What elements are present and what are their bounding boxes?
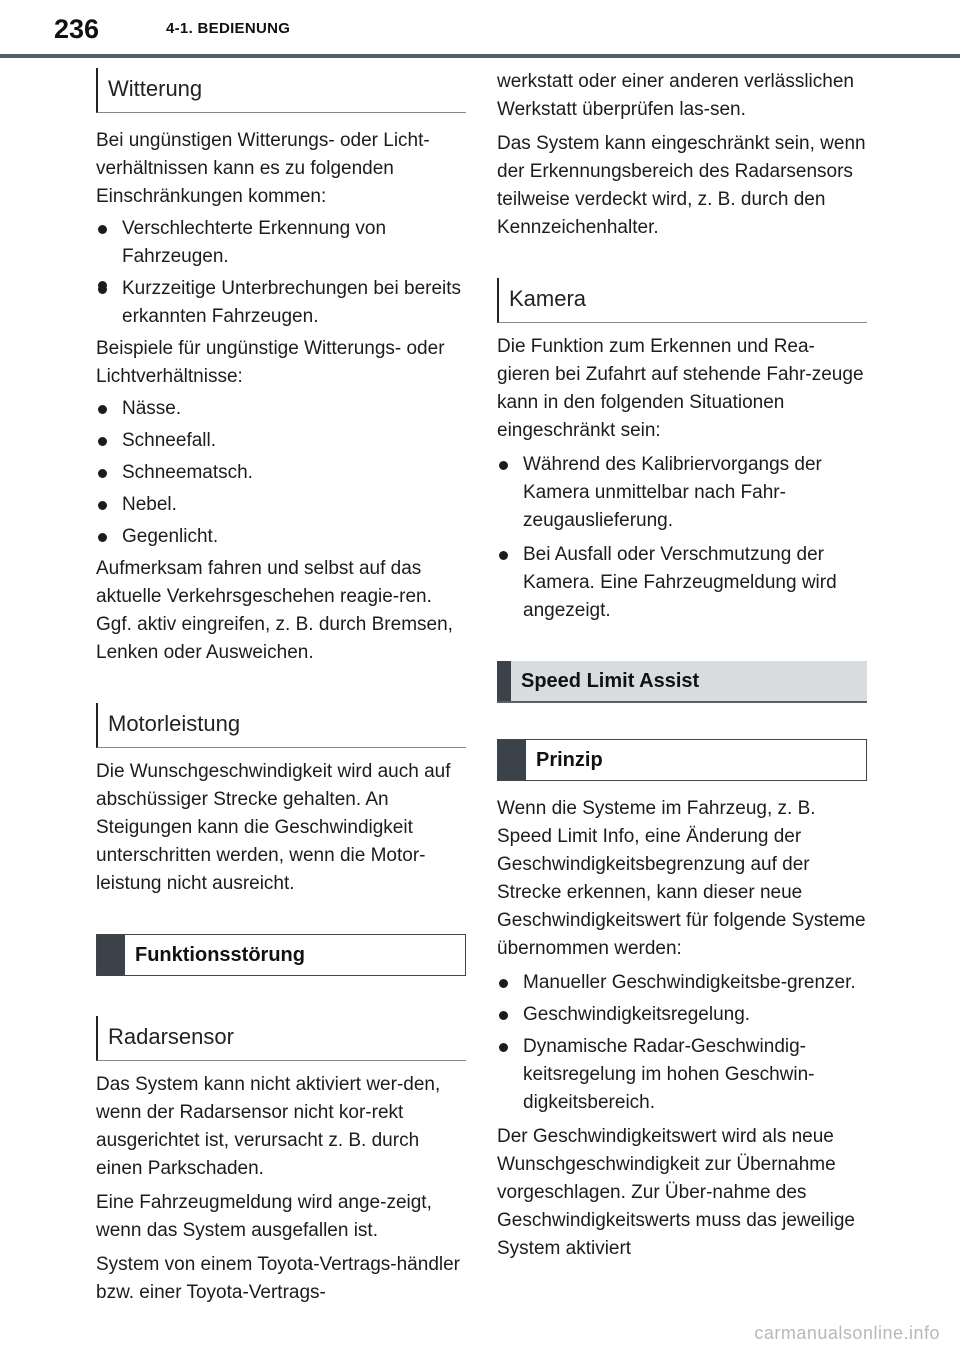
heading-bar xyxy=(498,740,526,780)
list-item: Verschlechterte Erkennung von Fahrzeugen. xyxy=(96,215,466,271)
heading-bar xyxy=(97,935,125,975)
list-item: Schneefall. xyxy=(96,427,466,455)
list-item: Gegenlicht. xyxy=(96,523,466,551)
section-heading-prinzip xyxy=(497,739,867,781)
heading-text: Prinzip xyxy=(536,748,603,771)
motorleistung-text: Die Wunschgeschwindigkeit wird auch auf abschüssiger Strecke gehalten. An Steigungen kann die Geschwindigkeit unterschritten werden, wenn die Motor-leistung nicht ausreicht. xyxy=(96,761,451,894)
witterung-bullets xyxy=(96,215,466,331)
radar-p3: System von einem Toyota-Vertrags-händler bzw. einer Toyota-Vertrags- xyxy=(96,1254,460,1303)
right-column xyxy=(497,68,867,1263)
list-item: Nebel. xyxy=(96,491,466,519)
header-rule xyxy=(0,54,960,58)
heading-text: Speed Limit Assist xyxy=(521,669,700,692)
prinzip-bullets xyxy=(497,969,867,1117)
list-item: Schneematsch. xyxy=(96,459,466,487)
radar-p2: Eine Fahrzeugmeldung wird ange-zeigt, wenn das System ausgefallen ist. xyxy=(96,1192,432,1241)
subheading-radarsensor: Radarsensor xyxy=(96,1016,466,1061)
page-number: 236 xyxy=(54,14,100,44)
subheading-kamera: Kamera xyxy=(497,278,867,323)
examples-intro: Beispiele für ungünstige Witterungs- oder Lichtverhältnisse: xyxy=(96,338,445,387)
watermark: carmanualsonline.info xyxy=(754,1323,940,1343)
list-item: Nässe. xyxy=(96,395,466,423)
kamera-intro: Die Funktion zum Erkennen und Rea-gieren bei Zufahrt auf stehende Fahr-zeuge kann in den folgenden Situationen eingeschränkt sein: xyxy=(497,336,864,441)
prinzip-outro: Der Geschwindigkeitswert wird als neue Wunschgeschwindigkeit zur Übernahme vorgeschlagen. Zur Über-nahme des Geschwindigkeitswerts muss das jeweilige System aktiviert xyxy=(497,1126,855,1259)
list-item: Manueller Geschwindigkeitsbe-grenzer. xyxy=(497,969,867,997)
witterung-intro: Bei ungünstigen Witterungs- oder Licht-verhältnissen kann es zu folgenden Einschränkungen kommen: xyxy=(96,130,430,207)
radar-cont-p2: Das System kann eingeschränkt sein, wenn der Erkennungsbereich des Radarsensors teilweise verdeckt wird, z. B. durch den Kennzeichenhalter. xyxy=(497,133,866,238)
heading-bar xyxy=(497,661,511,701)
kamera-bullets xyxy=(497,451,867,625)
list-item: Bei Ausfall oder Verschmutzung der Kamera. Eine Fahrzeugmeldung wird angezeigt. xyxy=(497,541,867,625)
left-column xyxy=(96,68,466,1307)
radar-p1: Das System kann nicht aktiviert wer-den, wenn der Radarsensor nicht kor-rekt ausgerichtet ist, verursacht z. B. durch einen Parkschaden. xyxy=(96,1074,441,1179)
section-heading-speed-limit-assist xyxy=(497,661,867,703)
list-item: Dynamische Radar-Geschwindig-keitsregelung im hohen Geschwin-digkeitsbereich. xyxy=(497,1033,867,1117)
list-item: Geschwindigkeitsregelung. xyxy=(497,1001,867,1029)
radar-cont-p1: werkstatt oder einer anderen verlässlichen Werkstatt überprüfen las-sen. xyxy=(497,71,854,120)
list-item: Kurzzeitige Unterbrechungen bei bereits erkannten Fahrzeugen. xyxy=(96,275,466,331)
prinzip-intro: Wenn die Systeme im Fahrzeug, z. B. Speed Limit Info, eine Änderung der Geschwindigkeitsbegrenzung auf der Strecke erkennen, kann dieser neue Geschwindigkeitswert für folgende Systeme übernommen werden: xyxy=(497,798,866,959)
list-item: Während des Kalibriervorgangs der Kamera unmittelbar nach Fahr-zeugauslieferung. xyxy=(497,451,867,535)
section-heading-funktionsstoerung xyxy=(96,934,466,976)
examples-bullets xyxy=(96,395,466,551)
chapter-title: 4-1. BEDIENUNG xyxy=(166,20,291,37)
heading-text: Funktionsstörung xyxy=(135,943,305,966)
advice-text: Aufmerksam fahren und selbst auf das aktuelle Verkehrsgeschehen reagie-ren. Ggf. aktiv eingreifen, z. B. durch Bremsen, Lenken oder Ausweichen. xyxy=(96,558,453,663)
subheading-witterung: Witterung xyxy=(96,68,466,113)
page-header xyxy=(0,0,960,62)
subheading-motorleistung: Motorleistung xyxy=(96,703,466,748)
